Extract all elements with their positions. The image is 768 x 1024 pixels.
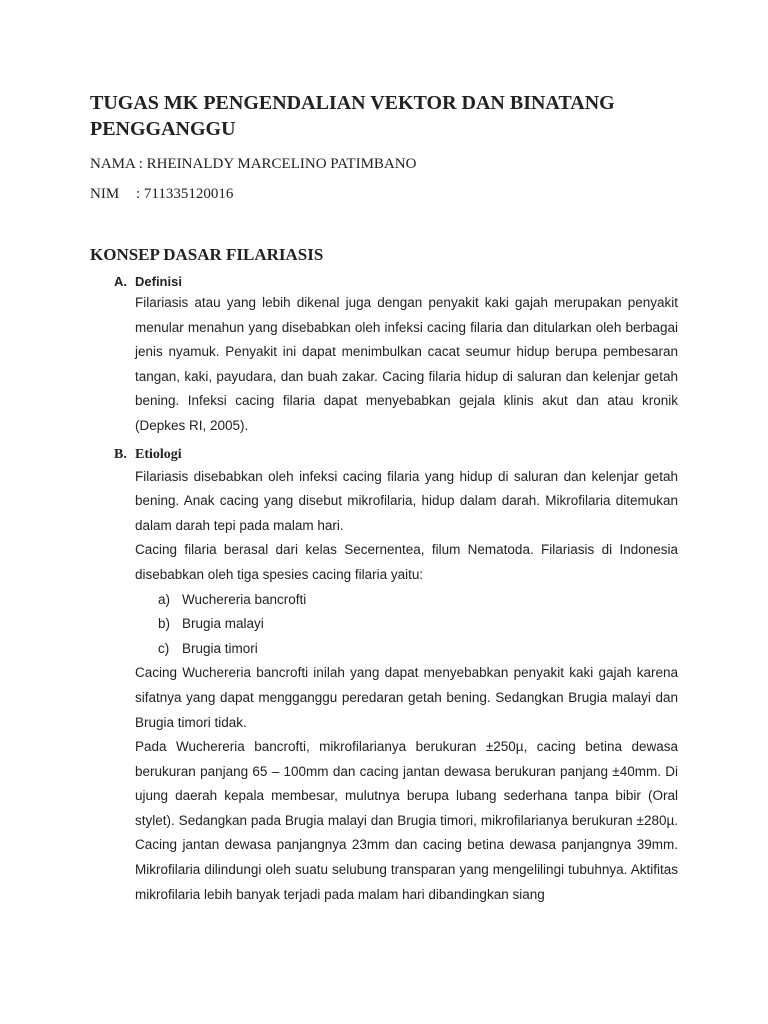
section-title: KONSEP DASAR FILARIASIS <box>90 245 324 264</box>
subsection-letter-a: A. <box>114 274 127 289</box>
etiologi-paragraph-1: Filariasis disebabkan oleh infeksi cacing filaria yang hidup di saluran dan kelenjar getah bening. Anak cacing yang disebut mikrofilaria, hidup dalam darah. Mikrofilaria ditemukan dalam darah tepi pada malam hari. <box>135 468 678 533</box>
subsection-letter-b: B. <box>114 446 127 462</box>
species-list <box>158 588 678 662</box>
definisi-paragraph: Filariasis atau yang lebih dikenal juga dengan penyakit kaki gajah merupakan penyakit menular menahun yang disebabkan oleh infeksi cacing filaria dan ditularkan oleh berbagai jenis nyamuk. Penyakit ini dapat menimbulkan cacat seumur hidup berupa pembesaran tangan, kaki, payudara, dan buah zakar. Cacing filaria hidup di saluran dan kelenjar getah bening. Infeksi cacing filaria dapat menyebabkan gejala klinis akut dan atau kronik (Depkes RI, 2005). <box>135 295 678 433</box>
student-nim <box>90 184 678 204</box>
nim-label: NIM <box>90 186 120 202</box>
list-item <box>158 612 678 637</box>
nim-value: : 711335120016 <box>136 186 234 202</box>
list-item-label: b) <box>158 616 171 632</box>
list-item-text: Wuchereria bancrofti <box>182 591 307 607</box>
list-item-label: c) <box>158 640 170 656</box>
etiologi-paragraph-2: Cacing filaria berasal dari kelas Secernentea, filum Nematoda. Filariasis di Indonesia disebabkan oleh tiga spesies cacing filaria yaitu: <box>135 542 678 582</box>
subsection-title-definisi: Definisi <box>135 274 182 289</box>
document-title: TUGAS MK PENGENDALIAN VEKTOR DAN BINATANG PENGGANGGU <box>90 92 615 140</box>
subsection-title-etiologi: Etiologi <box>135 446 182 462</box>
list-item-label: a) <box>158 591 171 607</box>
list-item-text: Brugia timori <box>182 640 258 656</box>
etiologi-paragraph-3: Cacing Wuchereria bancrofti inilah yang dapat menyebabkan penyakit kaki gajah karena sifatnya yang dapat mengganggu peredaran getah bening. Sedangkan Brugia malayi dan Brugia timori tidak. <box>135 665 678 730</box>
list-item <box>158 637 678 662</box>
etiologi-paragraph-4: Pada Wuchereria bancrofti, mikrofilarianya berukuran ±250µ, cacing betina dewasa berukuran panjang 65 – 100mm dan cacing jantan dewasa berukuran panjang ±40mm. Di ujung daerah kepala membesar, mulutnya berupa lubang sederhana tanpa bibir (Oral stylet). Sedangkan pada Brugia malayi dan Brugia timori, mikrofilarianya berukuran ±280µ. Cacing jantan dewasa panjangnya 23mm dan cacing betina dewasa panjangnya 39mm. Mikrofilaria dilindungi oleh suatu selubung transparan yang mengelilingi tubuhnya. Aktifitas mikrofilaria lebih banyak terjadi pada malam hari dibandingkan siang <box>135 739 678 902</box>
list-item <box>158 588 678 613</box>
student-name: NAMA : RHEINALDY MARCELINO PATIMBANO <box>90 156 417 172</box>
subsection-definisi-heading <box>90 274 678 289</box>
subsection-etiologi-heading <box>90 447 678 463</box>
list-item-text: Brugia malayi <box>182 616 264 632</box>
